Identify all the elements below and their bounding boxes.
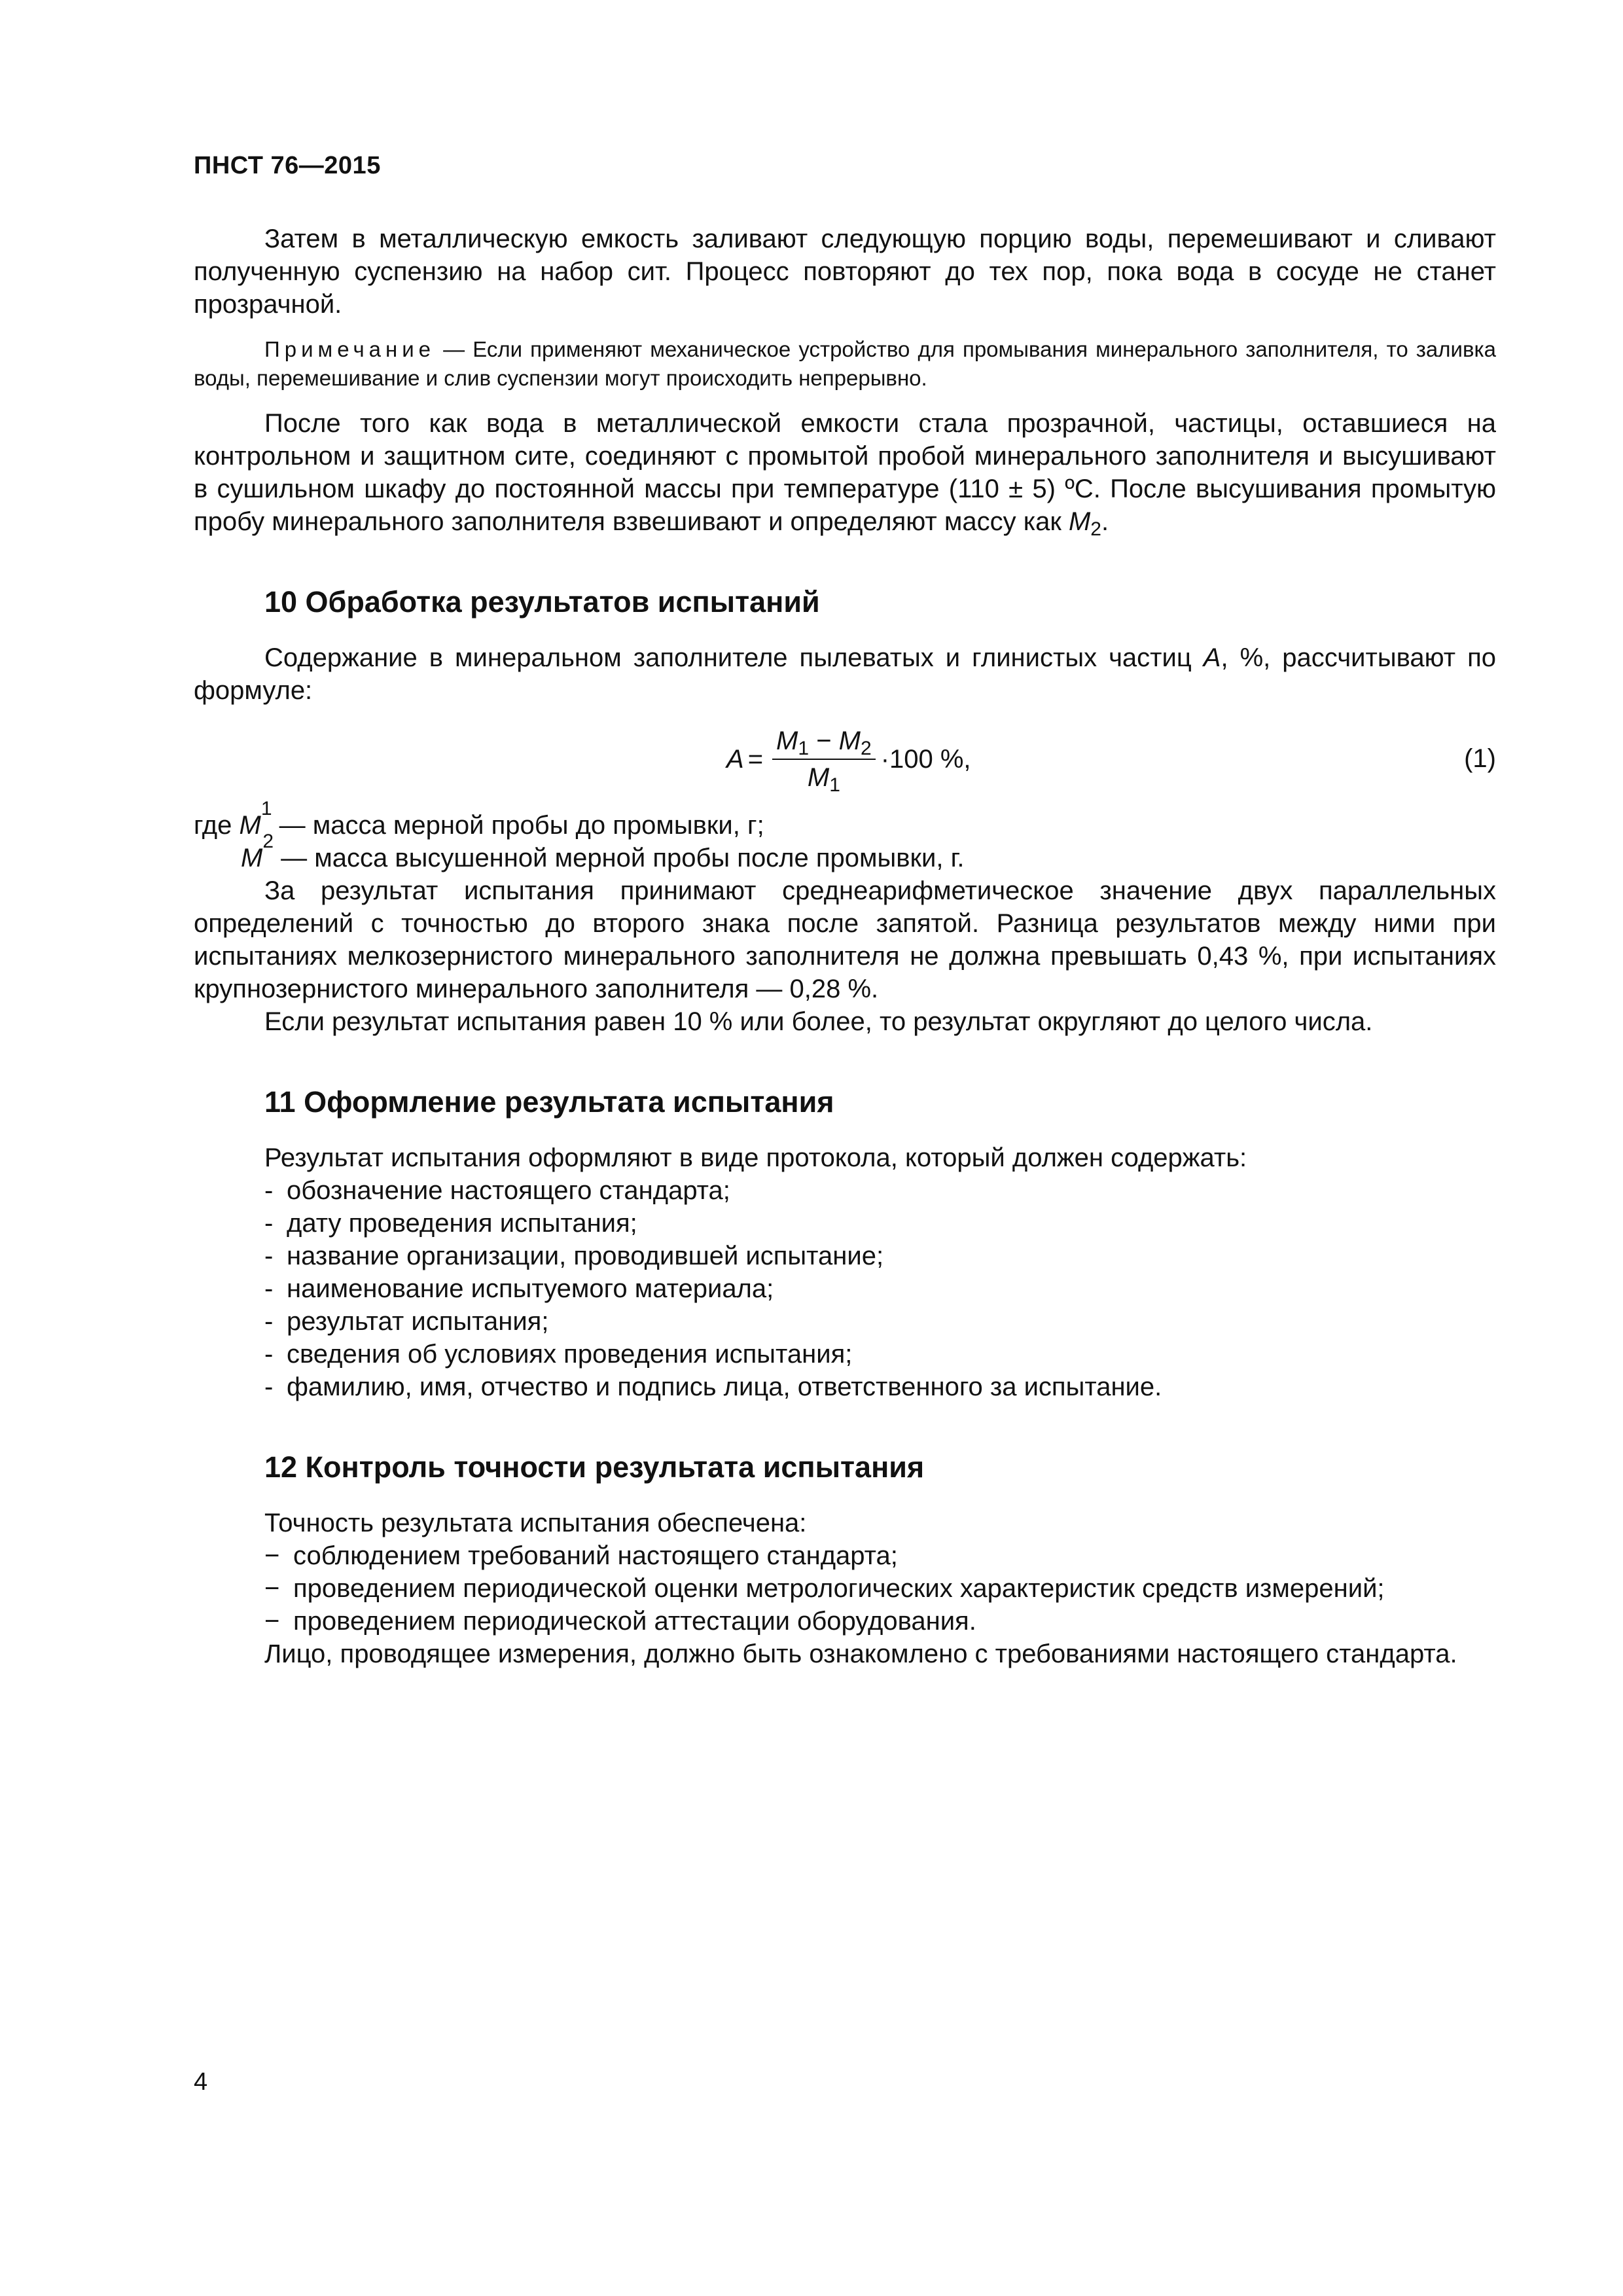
note-text: — Если применяют механическое устройство для промывания минерального заполнителя, то заливка воды, перемешивание и слив суспензии могут происходить непрерывно.: [194, 337, 1496, 390]
formula-fraction: [772, 726, 876, 796]
paragraph-text: Содержание в минеральном заполнителе пылеватых и глинистых частиц: [264, 643, 1204, 672]
fraction-numerator: [772, 726, 876, 760]
list-bullet: -: [264, 1242, 274, 1270]
formula-lhs: A: [726, 745, 744, 774]
accuracy-list: [194, 1539, 1496, 1638]
paragraph-text: , %, рассчитывают по формуле:: [194, 643, 1496, 705]
section-title: 11 Оформление результата испытания: [264, 1085, 834, 1119]
subscript: 1: [260, 798, 272, 819]
subscript: 1: [798, 738, 810, 759]
subscript: 1: [829, 774, 840, 796]
list-bullet: -: [264, 1307, 274, 1336]
where-text: — масса мерной пробы до промывки, г;: [272, 811, 764, 840]
section-title: 12 Контроль точности результата испытания: [264, 1450, 925, 1484]
list-item: [264, 1305, 1496, 1338]
paragraph: Если результат испытания равен 10 % или более, то результат округляют до целого числа.: [264, 1007, 1373, 1036]
list-item-text: сведения об условиях проведения испытания;: [287, 1340, 853, 1369]
page-number: 4: [194, 2068, 208, 2096]
list-bullet: −: [264, 1607, 280, 1636]
where-word: где: [194, 811, 240, 840]
paragraph: Затем в металлическую емкость заливают следующую порцию воды, перемешивают и сливают полученную суспензию на набор сит. Процесс повторяют до тех пор, пока вода в сосуде не станет прозрачной.: [194, 224, 1496, 319]
list-item-text: фамилию, имя, отчество и подпись лица, ответственного за испытание.: [287, 1372, 1162, 1401]
list-item-text: соблюдением требований настоящего стандарта;: [293, 1541, 898, 1570]
list-item-text: проведением периодической оценки метрологических характеристик средств измерений;: [293, 1574, 1385, 1603]
list-item: [264, 1338, 1496, 1371]
list-bullet: −: [264, 1574, 280, 1603]
list-item: [264, 1207, 1496, 1240]
list-item-text: результат испытания;: [287, 1307, 549, 1336]
list-item-text: проведением периодической аттестации оборудования.: [293, 1607, 976, 1636]
fraction-denominator: [807, 760, 840, 796]
paragraph: [194, 641, 1496, 707]
where-line: [194, 798, 1496, 842]
list-item: [264, 1240, 1496, 1272]
variable: M: [241, 844, 263, 872]
document-body: [194, 223, 1496, 1670]
list-item-text: наименование испытуемого материала;: [287, 1274, 774, 1303]
subscript: 2: [262, 831, 274, 852]
variable: A: [1203, 643, 1221, 672]
list-item-text: обозначение настоящего стандарта;: [287, 1176, 730, 1205]
formula-equals: =: [747, 745, 764, 774]
section-title: 10 Обработка результатов испытаний: [264, 585, 820, 619]
variable: M: [1068, 507, 1091, 536]
variable: M: [838, 726, 861, 755]
formula-tail: ·100 %,: [880, 745, 971, 774]
list-bullet: -: [264, 1372, 274, 1401]
note-label: Примечание: [264, 337, 436, 361]
list-item: [264, 1174, 1496, 1207]
list-bullet: −: [264, 1541, 280, 1570]
where-text: — масса высушенной мерной пробы после промывки, г.: [274, 844, 965, 872]
list-item-text: дату проведения испытания;: [287, 1209, 637, 1238]
list-item: [264, 1272, 1496, 1305]
paragraph: [194, 407, 1496, 538]
paragraph: Лицо, проводящее измерения, должно быть ознакомлено с требованиями настоящего стандарта.: [264, 1640, 1457, 1668]
list-bullet: -: [264, 1340, 274, 1369]
document-header: ПНСТ 76—2015: [194, 152, 381, 179]
variable: M: [776, 726, 798, 755]
paragraph: Результат испытания оформляют в виде протокола, который должен содержать:: [264, 1143, 1247, 1172]
formula: [726, 716, 971, 802]
variable: M: [239, 811, 261, 840]
minus-sign: −: [816, 726, 832, 755]
paragraph-text: После того как вода в металлической емкости стала прозрачной, частицы, оставшиеся на контрольном и защитном сите, соединяют с промытой пробой минерального заполнителя и высушивают в сушильном шкафу до постоянной массы при температуре (110 ± 5) ºС. После высушивания промытую пробу минерального заполнителя взвешивают и определяют массу как: [194, 409, 1496, 536]
list-item: [264, 1371, 1496, 1403]
requirements-list: [194, 1174, 1496, 1403]
subscript: 2: [861, 738, 872, 759]
paragraph: Точность результата испытания обеспечена:: [264, 1509, 807, 1537]
list-bullet: -: [264, 1209, 274, 1238]
variable: M: [807, 763, 830, 792]
formula-block: [194, 716, 1496, 802]
list-bullet: -: [264, 1274, 274, 1303]
list-item: [264, 1572, 1496, 1605]
punctuation: .: [1101, 507, 1109, 536]
list-bullet: -: [264, 1176, 274, 1205]
paragraph: За результат испытания принимают среднеарифметическое значение двух параллельных определений с точностью до второго знака после запятой. Разница результатов между ними при испытаниях мелкозернистого минерального заполнителя не должна превышать 0,43 %, при испытаниях крупнозернистого минерального заполнителя — 0,28 %.: [194, 876, 1496, 1003]
note: [194, 335, 1496, 393]
list-item: [264, 1605, 1496, 1638]
list-item-text: название организации, проводившей испытание;: [287, 1242, 884, 1270]
where-line: [194, 831, 1496, 874]
list-item: [264, 1539, 1496, 1572]
equation-number: (1): [1464, 744, 1496, 773]
subscript: 2: [1090, 518, 1101, 540]
